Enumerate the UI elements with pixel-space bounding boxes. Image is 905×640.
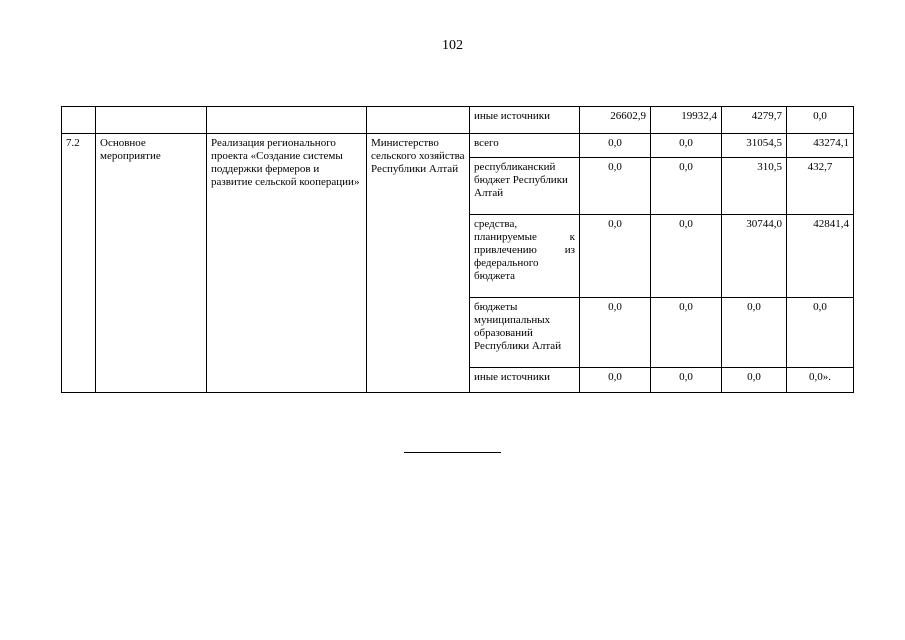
value-cell: 0,0 — [580, 134, 651, 158]
funding-source: бюджеты муниципальных образований Республики Алтай — [470, 298, 580, 368]
value-cell: 0,0 — [580, 368, 651, 393]
funding-source: иные источники — [470, 368, 580, 393]
page-number: 102 — [442, 38, 463, 53]
value-cell: 0,0 — [722, 298, 787, 368]
funding-source — [470, 215, 580, 298]
source-line: бюджета — [474, 270, 516, 282]
empty-cell — [62, 107, 96, 134]
source-line: средства, — [474, 218, 518, 230]
item-name: Реализация регионального проекта «Создание системы поддержки фермеров и развитие сельской кооперации» — [207, 134, 367, 393]
value-cell: 30744,0 — [722, 215, 787, 298]
value-cell: 42841,4 — [787, 215, 854, 298]
item-executor: Министерство сельского хозяйства Республики Алтай — [367, 134, 470, 393]
value-cell: 0,0 — [722, 368, 787, 393]
value-cell: 26602,9 — [580, 107, 651, 134]
value-cell: 0,0 — [651, 134, 722, 158]
value-cell: 0,0 — [651, 298, 722, 368]
source-line: федерального — [474, 257, 539, 269]
item-number: 7.2 — [62, 134, 96, 393]
value-cell: 0,0 — [580, 158, 651, 215]
value-cell: 0,0 — [580, 215, 651, 298]
budget-table — [61, 106, 854, 393]
value-cell: 0,0 — [651, 158, 722, 215]
value-cell: 43274,1 — [787, 134, 854, 158]
value-cell: 0,0 — [787, 107, 854, 134]
value-cell: 0,0». — [787, 368, 854, 393]
funding-source: иные источники — [470, 107, 580, 134]
source-line: планируемые к — [474, 231, 575, 243]
source-line: привлечению из — [474, 244, 575, 256]
value-cell: 0,0 — [651, 215, 722, 298]
funding-source: республиканский бюджет Республики Алтай — [470, 158, 580, 215]
value-cell: 19932,4 — [651, 107, 722, 134]
value-cell: 0,0 — [651, 368, 722, 393]
empty-cell — [96, 107, 207, 134]
closing-rule — [404, 452, 501, 453]
table-row — [62, 134, 854, 158]
value-cell: 310,5 — [722, 158, 787, 215]
table-row — [62, 107, 854, 134]
empty-cell — [367, 107, 470, 134]
value-cell: 31054,5 — [722, 134, 787, 158]
item-type: Основное мероприятие — [96, 134, 207, 393]
empty-cell — [207, 107, 367, 134]
funding-source: всего — [470, 134, 580, 158]
value-cell: 432,7 — [787, 158, 854, 215]
value-cell: 4279,7 — [722, 107, 787, 134]
value-cell: 0,0 — [580, 298, 651, 368]
value-cell: 0,0 — [787, 298, 854, 368]
